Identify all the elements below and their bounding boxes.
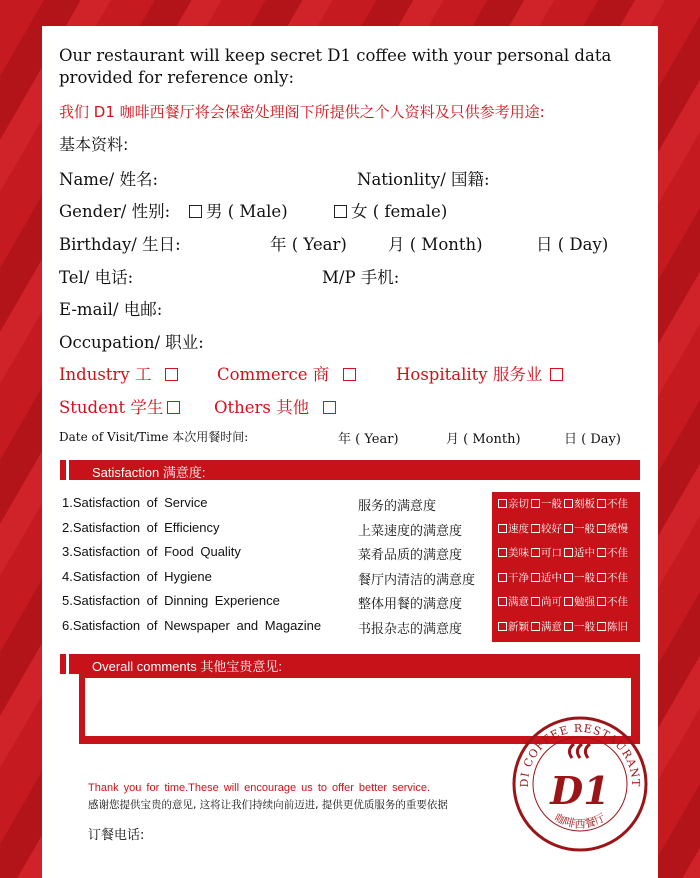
satisfaction-header: Satisfaction 满意度: bbox=[92, 465, 206, 480]
satisfaction-row bbox=[60, 517, 492, 542]
satisfaction-table bbox=[60, 492, 492, 639]
option-label: 速度 bbox=[508, 522, 529, 535]
header-marker bbox=[60, 654, 69, 674]
female-checkbox[interactable] bbox=[334, 205, 347, 218]
option-checkbox[interactable] bbox=[498, 524, 507, 533]
satisfaction-row-en: 6.Satisfaction of Newspaper and Magazine bbox=[62, 617, 322, 633]
satisfaction-option-row bbox=[492, 517, 640, 542]
satisfaction-row bbox=[60, 492, 492, 517]
name-field[interactable]: Name/ 姓名: bbox=[59, 170, 159, 189]
option-checkbox[interactable] bbox=[564, 499, 573, 508]
option-checkbox[interactable] bbox=[498, 597, 507, 606]
email-field[interactable]: E-mail/ 电邮: bbox=[59, 300, 163, 319]
option-label: 适中 bbox=[574, 547, 595, 559]
option-label: 美味 bbox=[508, 547, 529, 559]
intro-en-line2: provided for reference only: bbox=[59, 68, 295, 87]
satisfaction-option[interactable] bbox=[498, 523, 529, 535]
birthday-month[interactable]: 月 ( Month) bbox=[388, 235, 483, 254]
student-checkbox[interactable] bbox=[167, 401, 180, 414]
satisfaction-row-cn: 菜肴品质的满意度 bbox=[358, 548, 463, 563]
satisfaction-option-row bbox=[492, 615, 640, 640]
option-checkbox[interactable] bbox=[597, 548, 606, 557]
satisfaction-option[interactable] bbox=[531, 498, 562, 510]
hospitality-label: Hospitality 服务业 bbox=[396, 365, 543, 384]
hospitality-checkbox[interactable] bbox=[550, 368, 563, 381]
option-checkbox[interactable] bbox=[531, 573, 540, 582]
visit-label-text: Date of Visit/Time 本次用餐时间: bbox=[59, 430, 249, 444]
option-label: 可口 bbox=[541, 547, 562, 559]
option-checkbox[interactable] bbox=[564, 622, 573, 631]
others-label: Others 其他 bbox=[214, 398, 310, 417]
satisfaction-option[interactable] bbox=[498, 621, 529, 633]
logo-ring-text-top: DI COFFEE RESTAURANT bbox=[517, 721, 643, 788]
option-checkbox[interactable] bbox=[564, 524, 573, 533]
satisfaction-row-cn: 服务的满意度 bbox=[358, 499, 437, 514]
satisfaction-option[interactable] bbox=[564, 621, 595, 633]
satisfaction-row bbox=[60, 615, 492, 640]
option-checkbox[interactable] bbox=[531, 524, 540, 533]
male-label: 男 ( Male) bbox=[206, 202, 288, 221]
birthday-day[interactable]: 日 ( Day) bbox=[536, 235, 609, 254]
tel-field[interactable]: Tel/ 电话: bbox=[59, 268, 134, 287]
order-phone-label: 订餐电话: bbox=[88, 828, 145, 843]
option-label: 较好 bbox=[541, 522, 562, 535]
satisfaction-option[interactable] bbox=[564, 596, 595, 608]
gender-female-option[interactable] bbox=[330, 198, 447, 222]
satisfaction-option-row bbox=[492, 566, 640, 591]
satisfaction-option[interactable] bbox=[498, 596, 529, 608]
occupation-label: Occupation/ 职业: bbox=[59, 333, 204, 352]
visit-day[interactable]: 日 ( Day) bbox=[564, 432, 621, 447]
basic-info-heading: 基本资料: bbox=[59, 135, 129, 154]
intro-cn: 我们 D1 咖啡西餐厅将会保密处理阁下所提供之个人资料及只供参考用途: bbox=[59, 103, 545, 121]
option-label: 不佳 bbox=[607, 498, 628, 510]
intro-en-line1: Our restaurant will keep secret D1 coffee with your personal data bbox=[59, 46, 612, 65]
thanks-en: Thank you for time.These will encourage us to offer better service. bbox=[88, 782, 431, 794]
comments-header-bar bbox=[60, 654, 640, 674]
option-label: 干净 bbox=[508, 571, 529, 584]
option-checkbox[interactable] bbox=[498, 573, 507, 582]
satisfaction-row-en: 4.Satisfaction of Hygiene bbox=[62, 568, 212, 584]
satisfaction-option[interactable] bbox=[531, 596, 562, 608]
female-label: 女 ( female) bbox=[351, 202, 448, 221]
option-checkbox[interactable] bbox=[498, 548, 507, 557]
visit-label bbox=[59, 428, 248, 445]
satisfaction-row bbox=[60, 566, 492, 591]
nationality-field[interactable]: Nationlity/ 国籍: bbox=[357, 170, 490, 189]
option-label: 亲切 bbox=[508, 498, 529, 510]
option-checkbox[interactable] bbox=[498, 499, 507, 508]
option-label: 适中 bbox=[541, 571, 562, 584]
satisfaction-option[interactable] bbox=[564, 547, 595, 559]
logo-ring-text-bottom: 咖啡西餐厅 bbox=[552, 811, 608, 831]
satisfaction-option[interactable] bbox=[597, 498, 628, 510]
form-sheet bbox=[42, 26, 658, 878]
occupation-commerce[interactable] bbox=[217, 361, 360, 385]
occupation-hospitality[interactable] bbox=[396, 361, 567, 385]
satisfaction-option[interactable] bbox=[564, 572, 595, 584]
satisfaction-option[interactable] bbox=[597, 523, 628, 535]
option-checkbox[interactable] bbox=[531, 548, 540, 557]
option-label: 尚可 bbox=[541, 596, 562, 608]
thanks-cn: 感谢您提供宝贵的意见, 这将让我们持续向前迈进, 提供更优质服务的重要依据 bbox=[88, 799, 448, 811]
satisfaction-row-en: 3.Satisfaction of Food Quality bbox=[62, 544, 241, 559]
satisfaction-row-en: 1.Satisfaction of Service bbox=[62, 495, 208, 510]
satisfaction-option[interactable] bbox=[531, 572, 562, 584]
satisfaction-option[interactable] bbox=[597, 621, 628, 633]
satisfaction-option[interactable] bbox=[531, 547, 562, 559]
commerce-label: Commerce 商 bbox=[217, 365, 330, 384]
comments-header: Overall comments 其他宝贵意见: bbox=[92, 659, 282, 674]
satisfaction-option[interactable] bbox=[531, 621, 562, 633]
option-label: 不佳 bbox=[607, 547, 628, 559]
satisfaction-option[interactable] bbox=[498, 547, 529, 559]
option-checkbox[interactable] bbox=[564, 597, 573, 606]
option-checkbox[interactable] bbox=[531, 597, 540, 606]
satisfaction-option[interactable] bbox=[564, 498, 595, 510]
option-label: 缓慢 bbox=[607, 522, 628, 535]
satisfaction-row-en: 5.Satisfaction of Dinning Experience bbox=[62, 593, 280, 608]
option-checkbox[interactable] bbox=[597, 573, 606, 582]
satisfaction-option[interactable] bbox=[498, 572, 529, 584]
option-label: 一般 bbox=[574, 522, 595, 535]
birthday-year[interactable]: 年 ( Year) bbox=[270, 235, 347, 254]
visit-year[interactable]: 年 ( Year) bbox=[338, 432, 399, 447]
option-label: 刻板 bbox=[574, 498, 595, 510]
option-label: 满意 bbox=[508, 596, 529, 608]
satisfaction-row-cn: 餐厅内清洁的满意度 bbox=[358, 572, 476, 588]
satisfaction-row-cn: 整体用餐的满意度 bbox=[358, 597, 463, 612]
occupation-others[interactable] bbox=[214, 394, 340, 418]
satisfaction-option[interactable] bbox=[597, 547, 628, 559]
option-checkbox[interactable] bbox=[597, 622, 606, 631]
satisfaction-row bbox=[60, 541, 492, 566]
option-checkbox[interactable] bbox=[597, 499, 606, 508]
option-checkbox[interactable] bbox=[564, 573, 573, 582]
mp-field[interactable]: M/P 手机: bbox=[322, 268, 400, 287]
satisfaction-option-row bbox=[492, 492, 640, 517]
satisfaction-row bbox=[60, 590, 492, 615]
option-label: 一般 bbox=[541, 498, 562, 510]
option-checkbox[interactable] bbox=[498, 622, 507, 631]
satisfaction-header-bar bbox=[60, 460, 640, 480]
option-checkbox[interactable] bbox=[597, 597, 606, 606]
option-label: 不佳 bbox=[607, 596, 628, 608]
satisfaction-row-cn: 书报杂志的满意度 bbox=[358, 621, 463, 637]
gender-label: Gender/ 性别: bbox=[59, 202, 171, 221]
option-label: 一般 bbox=[574, 620, 595, 633]
satisfaction-row-en: 2.Satisfaction of Efficiency bbox=[62, 519, 220, 535]
satisfaction-options-panel bbox=[492, 492, 640, 642]
gender-male-option[interactable] bbox=[185, 198, 288, 222]
option-label: 新颖 bbox=[508, 620, 529, 633]
visit-month[interactable]: 月 ( Month) bbox=[446, 432, 521, 447]
satisfaction-option[interactable] bbox=[597, 596, 628, 608]
occupation-student[interactable] bbox=[59, 394, 184, 418]
birthday-label: Birthday/ 生日: bbox=[59, 235, 181, 254]
option-label: 不佳 bbox=[607, 571, 628, 584]
option-label: 陈旧 bbox=[607, 620, 628, 633]
header-marker bbox=[60, 460, 69, 480]
industry-label: Industry 工 bbox=[59, 365, 152, 384]
option-checkbox[interactable] bbox=[564, 548, 573, 557]
satisfaction-row-cn: 上菜速度的满意度 bbox=[358, 523, 463, 539]
option-label: 勉强 bbox=[574, 596, 595, 608]
option-checkbox[interactable] bbox=[531, 622, 540, 631]
logo-mark: D1 bbox=[550, 768, 610, 813]
option-checkbox[interactable] bbox=[597, 524, 606, 533]
industry-checkbox[interactable] bbox=[165, 368, 178, 381]
commerce-checkbox[interactable] bbox=[343, 368, 356, 381]
option-checkbox[interactable] bbox=[531, 499, 540, 508]
satisfaction-option[interactable] bbox=[498, 498, 529, 510]
satisfaction-option-row bbox=[492, 541, 640, 566]
student-label: Student 学生 bbox=[59, 398, 164, 417]
steam-icon bbox=[569, 744, 590, 758]
satisfaction-option[interactable] bbox=[564, 523, 595, 535]
satisfaction-option[interactable] bbox=[597, 572, 628, 584]
occupation-industry[interactable] bbox=[59, 361, 182, 385]
satisfaction-option-row bbox=[492, 590, 640, 615]
option-label: 满意 bbox=[541, 620, 562, 633]
male-checkbox[interactable] bbox=[189, 205, 202, 218]
satisfaction-option[interactable] bbox=[531, 523, 562, 535]
others-checkbox[interactable] bbox=[323, 401, 336, 414]
option-label: 一般 bbox=[574, 571, 595, 584]
d1-logo bbox=[510, 714, 650, 854]
